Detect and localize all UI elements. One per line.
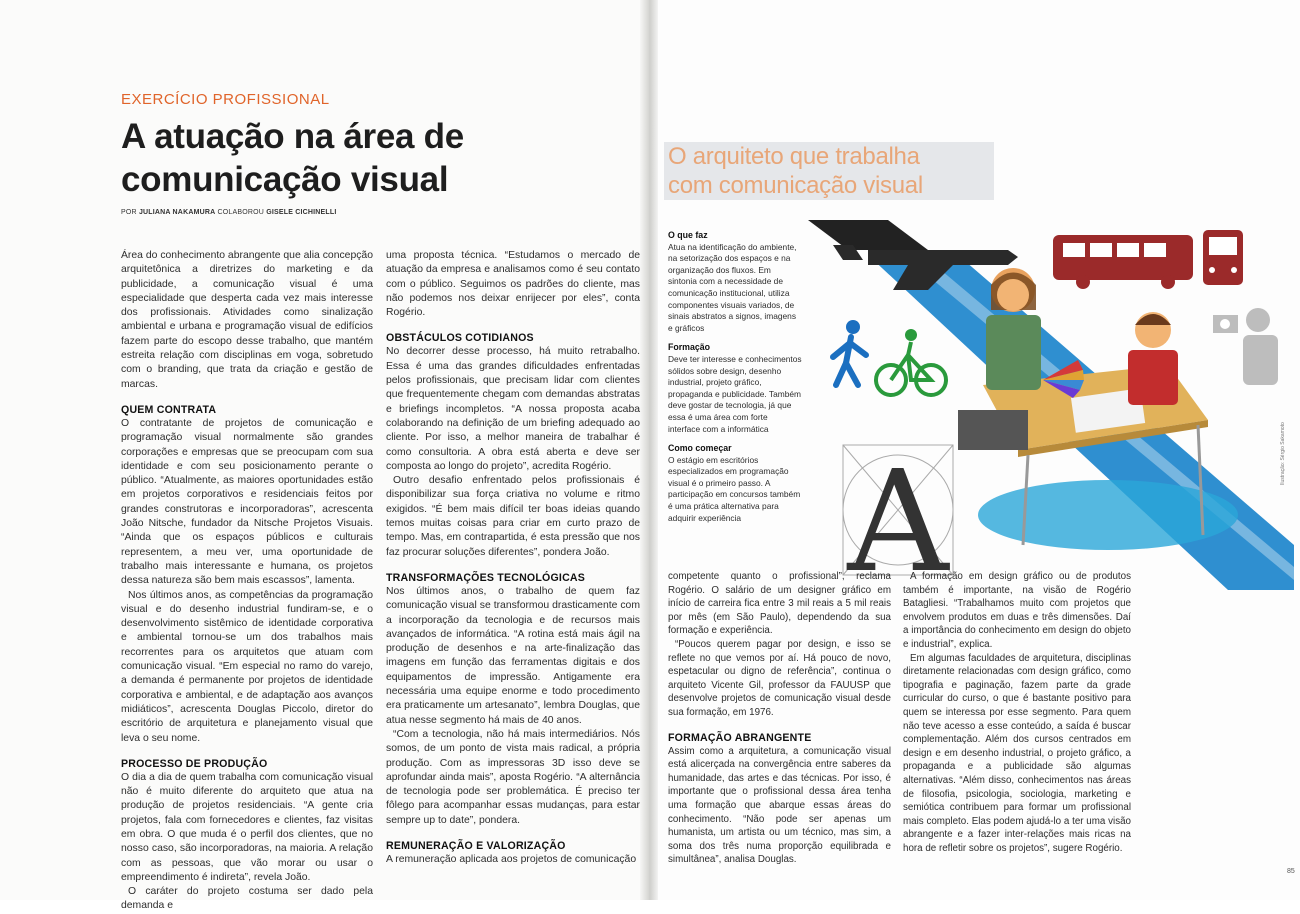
- paragraph: Nos últimos anos, as competências da programação visual e do desenho industrial fundiram-se, e o desenvolvimento sistêmico de identidade corporativa e ambiental tornou-se um dos trabalhos mais recorrentes para os arquitetos que atuam com comunicação visual. “Em especial no ramo do varejo, a demanda é permanente por projetos de identidade corporativa e ambiental, e de adaptação aos avanços midiáticos”, acrescenta Douglas Piccolo, diretor do escritório de arquitetura e planejamento visual que leva o seu nome.: [121, 589, 373, 744]
- subheading-remuneracao: REMUNERAÇÃO E VALORIZAÇÃO: [386, 839, 566, 852]
- page-number: 85: [1287, 868, 1295, 875]
- paragraph: O dia a dia de quem trabalha com comunicação visual não é muito diferente do arquiteto que atua na produção de projetos residenciais. “A gente cria projetos, fala com fornecedores e clientes, faz visitas em obra. O que muda é o perfil dos clientes, que no nosso caso, são incorporadoras, na maioria. A relação com as pessoas, que vão morar ou usar o empreendimento é indireta”, revela João.: [121, 771, 373, 883]
- byline-middle: COLABOROU: [217, 209, 265, 216]
- box-title-line-2: com comunicação visual: [668, 172, 923, 199]
- byline: [121, 209, 337, 216]
- byline-collaborator: GISELE CICHINELLI: [266, 209, 337, 216]
- paragraph: Assim como a arquitetura, a comunicação visual está alicerçada na convergência entre saberes da humanidade, das artes e das técnicas. Por isso, é importante que o profissional dessa área tenha uma formação que abarque essas áreas do conhecimento. “Não pode ser apenas um humanista, um artista ou um técnico, mas sim, a soma dos três numa proporção equilibrada e simultânea”, analisa Douglas.: [668, 745, 891, 866]
- sidebar-box-title: [664, 142, 994, 200]
- sidebar-heading-formacao: Formação: [668, 342, 711, 353]
- paragraph: Área do conhecimento abrangente que alia concepção arquitetônica a diretrizes do marketing e da publicidade, a comunicação visual é uma especialidade que desperta cada vez mais interesse dos profissionais. Atividades como sinalização ambiental e urbana e programação visual de edifícios fazem parte do escopo desse trabalho, que mantém estreita relação com disciplinas em voga, sobretudo com o branding, que trata da criação e gestão de marcas.: [121, 250, 373, 390]
- paragraph: competente quanto o profissional”, reclama Rogério. O salário de um designer gráfico em início de carreira fica entre 3 mil reais a 5 mil reais por mês (em São Paulo), dependendo da sua formação e experiência.: [668, 571, 891, 637]
- bus-front-icon: [1203, 230, 1243, 285]
- paragraph: A formação em design gráfico ou de produtos também é importante, na visão de Rogério Batagliesi. “Trabalhamos muito com projetos que envolvem produtos em duas e três dimensões. Daí a importância do conhecimento em design do objeto e industrial”, explica.: [903, 571, 1131, 650]
- paragraph: Em algumas faculdades de arquitetura, disciplinas diretamente relacionadas com design gráfico, como tipografia e paginação, fazem parte da grade curricular do curso, o que é bastante positivo para quem se interessa por esse segmento. Para quem não teve acesso a esse conteúdo, a saída é buscar complementação. Além dos cursos centrados em design e em desenho industrial, o projeto gráfico, a propaganda e a publicidade são algumas alternativas. “Além disso, conhecimentos nas áreas de filosofia, psicologia, sociologia, marketing e semiótica contribuem para formar um profissional mais completo. Elas podem ajudá-lo a ter uma visão abrangente e a fazer inter-relações mais ricas na hora de refletir sobre os projetos”, sugere Rogério.: [903, 652, 1131, 854]
- subheading-formacao-abrangente: FORMAÇÃO ABRANGENTE: [668, 731, 812, 744]
- sidebar-text: O estágio em escritórios especializados em programação visual é o primeiro passo. A participação em concursos também é uma prática alternativa para adquirir experiência: [668, 454, 801, 523]
- headline-line-1: A atuação na área de: [121, 117, 464, 156]
- ground-shadow: [978, 480, 1238, 550]
- sidebar-heading-o-que-faz: O que faz: [668, 230, 708, 240]
- paragraph: uma proposta técnica. “Estudamos o mercado de atuação da empresa e analisamos como é seu contato com o público. Seguimos os padrões do cliente, mas não podemos nos deixar enrijecer por eles”, conta Rogério.: [386, 250, 640, 319]
- illustration-credit: Ilustração: Sérgio Sakamoto: [1280, 422, 1286, 485]
- sidebar-text: Atua na identificação do ambiente, na setorização dos espaços e na organização dos fluxos. Em sintonia com a necessidade de comunicação institucional, utiliza componentes visuais variados, de sinais abstratos a signos, imagens e gráficos: [668, 241, 797, 333]
- subheading-quem-contrata: QUEM CONTRATA: [121, 403, 217, 416]
- figure-man: [1128, 312, 1178, 405]
- subheading-processo-de-producao: PROCESSO DE PRODUÇÃO: [121, 757, 268, 770]
- box-title-line-1: O arquiteto que trabalha: [668, 143, 920, 170]
- paragraph: A remuneração aplicada aos projetos de comunicação: [386, 853, 637, 865]
- column-2: [386, 249, 640, 867]
- column-3: [668, 570, 891, 867]
- big-letter-a: A: [847, 441, 949, 604]
- column-4: [903, 570, 1131, 855]
- byline-author: JULIANA NAKAMURA: [138, 209, 216, 216]
- pedestrian-icon: [833, 320, 866, 385]
- paragraph: O contratante de projetos de comunicação e programação visual normalmente são grandes corporações e empresas que se preocupam com sua identidade e com seu posicionamento perante o público. “Atualmente, as maiores oportunidades estão em projetos corporativos e residenciais feitos por grandes construtoras e incorporadoras”, acrescenta João Nitsche, fundador da Nitsche Projetos Visuais. “Ainda que os espaços públicos e culturais representem, a meu ver, uma oportunidade de trabalho mais interessante e humana, os projetos dessa natureza são bem mais escassos”, lamenta.: [121, 417, 373, 587]
- sidebar-box: [668, 230, 802, 524]
- paragraph: Nos últimos anos, o trabalho de quem faz comunicação visual se transformou drasticamente com a incorporação da tecnologia e de recursos mais avançados de informática. “A rotina está mais ágil na produção de desenhos e na arte-finalização das imagens em função das ferramentas digitais e dos equipamentos de impressão. Antigamente era necessária uma equipe enorme e todo procedimento era praticamente um artesanato”, lembra Douglas, que atua nesse segmento há mais de 40 anos.: [386, 585, 640, 726]
- photographer-icon: [1213, 308, 1278, 385]
- sidebar-heading-como-comecar: Como começar: [668, 443, 732, 454]
- subheading-transformacoes: TRANSFORMAÇÕES TECNOLÓGICAS: [386, 571, 586, 584]
- subheading-obstaculos: OBSTÁCULOS COTIDIANOS: [386, 332, 534, 345]
- paragraph: “Poucos querem pagar por design, e isso se reflete no que vemos por aí. Há pouco de novo, espetacular ou digno de referência”, continua o arquiteto Vicente Gil, professor da FAUUSP que desenvolve projetos de comunicação visual desde sua formação, em 1976.: [668, 638, 891, 718]
- bus-icon: [1053, 235, 1193, 289]
- paragraph: Outro desafio enfrentado pelos profissionais é disponibilizar sua força criativa no volume e ritmo exigidos. “É bem mais difícil ter boas ideias quando temos muitas coisas para criar em curto prazo de tempo. Mas, em contrapartida, é esta pressão que nos faz procurar soluções diferentes”, pondera João.: [386, 475, 640, 558]
- byline-prefix: POR: [121, 209, 137, 216]
- paragraph: O caráter do projeto costuma ser dado pela demanda e: [121, 886, 373, 912]
- column-1: [121, 249, 373, 914]
- bicycle-icon: [876, 329, 946, 395]
- page-gutter: [640, 0, 658, 900]
- paragraph: No decorrer desse processo, há muito retrabalho. Essa é uma das grandes dificuldades enfrentadas pelos profissionais, que precisam lidar com clientes que frequentemente chegam com demandas abstratas e briefings incompletos. “A nossa proposta acaba colaborando na definição de um briefing adequado ao cliente. Por isso, a melhor maneira de trabalhar é como consultoria. A obra está aberta e deve ser composta ao longo do projeto”, acredita Rogério.: [386, 346, 640, 472]
- section-tag: EXERCÍCIO PROFISSIONAL: [121, 91, 330, 108]
- airplane-icon: [808, 220, 1018, 290]
- article-headline: [121, 115, 541, 201]
- illustration: [808, 215, 1294, 604]
- headline-line-2: comunicação visual: [121, 160, 449, 199]
- sidebar-text: Deve ter interesse e conhecimentos sólidos sobre design, desenho industrial, projeto gráfico, propaganda e publicidade. Também deve gostar de tecnologia, já que essa é uma área com forte interface com a informática: [668, 353, 802, 434]
- paragraph: “Com a tecnologia, não há mais intermediários. Nós somos, de um ponto de vista mais radical, a própria produção. Com as impressoras 3D isso deve se aprofundar ainda mais”, aposta Rogério. “A alternância de tecnologia pode ser problemática. É preciso ter fôlego para acompanhar essas mudanças, para estar sempre up to date”, pondera.: [386, 728, 640, 826]
